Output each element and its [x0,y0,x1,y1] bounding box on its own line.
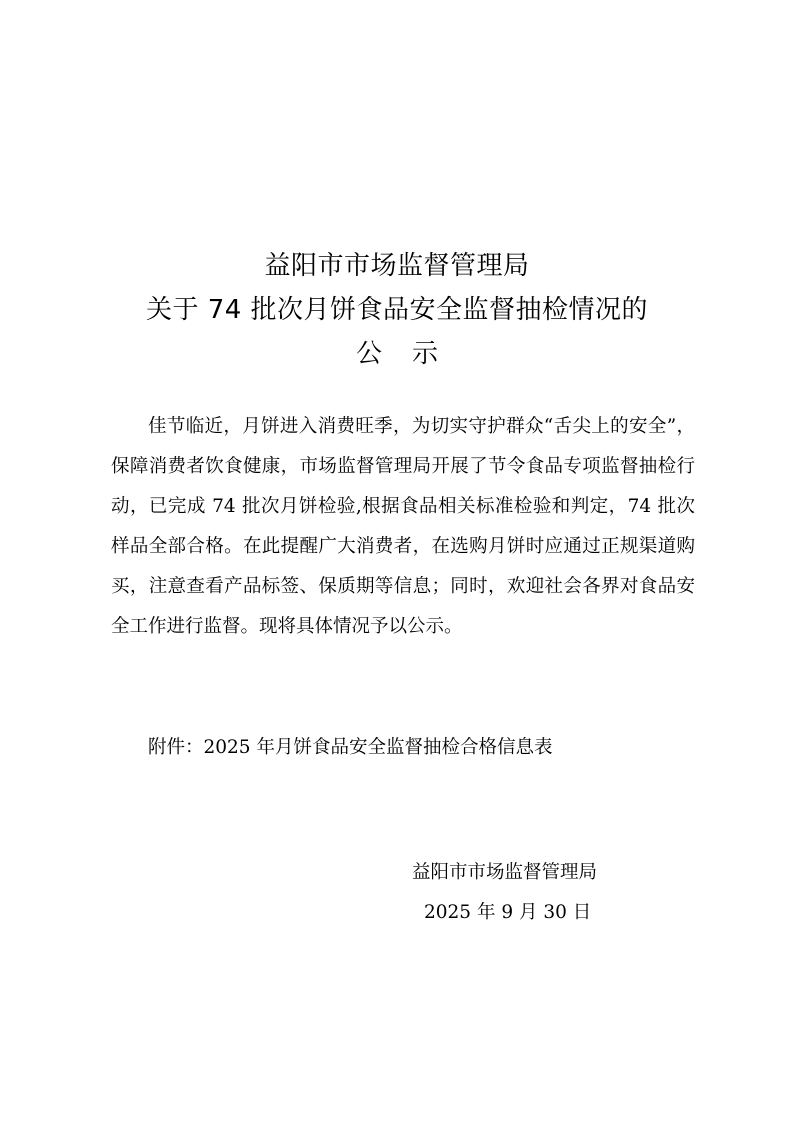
document-title [0,244,794,376]
signature-block [412,853,597,933]
title-line-1: 益阳市市场监督管理局 [264,251,530,281]
signature-organization: 益阳市市场监督管理局 [412,862,598,883]
title-line-2: 关于 74 批次月饼食品安全监督抽检情况的 [145,295,649,325]
title-line-3: 公示 [355,339,468,369]
signature-date: 2025 年 9 月 30 日 [424,902,592,923]
attachment-note: 附件：2025 年月饼食品安全监督抽检合格信息表 [148,737,553,758]
body-paragraph: 佳节临近，月饼进入消费旺季，为切实守护群众“舌尖上的安全”，保障消费者饮食健康，市场监督管理局开展了节令食品专项监督抽检行动，已完成 74 批次月饼检验,根据食品相关标准检验和判定，74 批次样品全部合格。在此提醒广大消费者，在选购月饼时应通过正规渠道购买，注意查看产品标签、保质期等信息；同时，欢迎社会各界对食品安全工作进行监督。现将具体情况予以公示。 [111,416,695,637]
